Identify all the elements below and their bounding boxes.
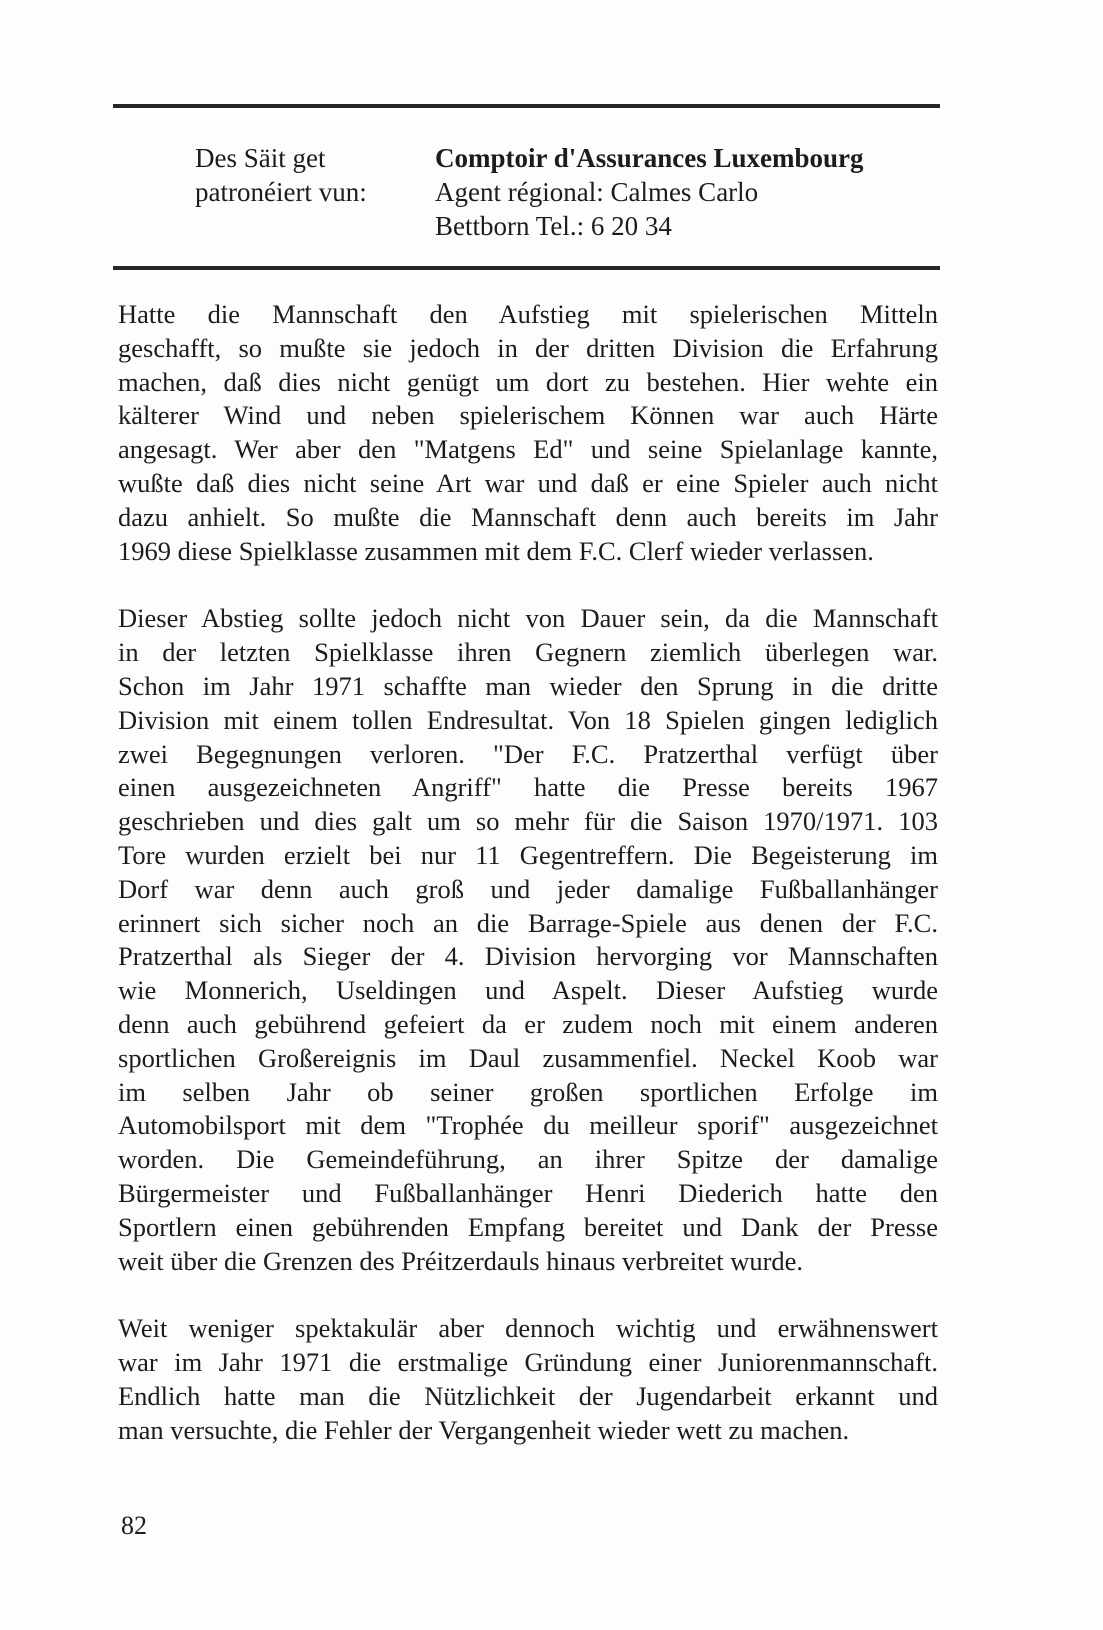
text-line: Dorf war denn auch groß und jeder damalige Fußballanhänger	[118, 873, 938, 904]
text-line: Sportlern einen gebührenden Empfang bereitet und Dank der Presse	[118, 1211, 938, 1242]
text-line: einen ausgezeichneten Angriff" hatte die Presse bereits 1967	[118, 772, 938, 803]
paragraph	[118, 602, 938, 1278]
paragraph	[118, 1312, 938, 1447]
text-line: Dieser Abstieg sollte jedoch nicht von Dauer sein, da die Mannschaft	[118, 603, 938, 634]
text-line: Endlich hatte man die Nützlichkeit der Jugendarbeit erkannt und	[118, 1380, 938, 1411]
text-line: 1969 diese Spielklasse zusammen mit dem F.C. Clerf wieder verlassen.	[118, 535, 874, 566]
text-line: wußte daß dies nicht seine Art war und daß er eine Spieler auch nicht	[118, 467, 938, 498]
text-line: in der letzten Spielklasse ihren Gegnern ziemlich überlegen war.	[118, 637, 938, 668]
text-line: Automobilsport mit dem "Trophée du meilleur sporif" ausgezeichnet	[118, 1110, 938, 1141]
sponsor-label-line: patronéiert vun:	[195, 177, 367, 207]
text-line: weit über die Grenzen des Préitzerdauls hinaus verbreitet wurde.	[118, 1245, 804, 1276]
text-line: Bürgermeister und Fußballanhänger Henri Diederich hatte den	[118, 1177, 938, 1208]
text-line: im selben Jahr ob seiner großen sportlichen Erfolge im	[118, 1076, 938, 1107]
text-line: dazu anhielt. So mußte die Mannschaft denn auch bereits im Jahr	[118, 501, 938, 532]
text-line: denn auch gebührend gefeiert da er zudem noch mit einem anderen	[118, 1008, 938, 1039]
text-line: machen, daß dies nicht genügt um dort zu bestehen. Hier wehte ein	[118, 366, 938, 397]
text-line: war im Jahr 1971 die erstmalige Gründung einer Juniorenmannschaft.	[118, 1347, 938, 1378]
text-line: kälterer Wind und neben spielerischem Können war auch Härte	[118, 400, 938, 431]
text-line: erinnert sich sicher noch an die Barrage-Spiele aus denen der F.C.	[118, 907, 938, 938]
text-line: Hatte die Mannschaft den Aufstieg mit spielerischen Mitteln	[118, 299, 938, 329]
text-line: man versuchte, die Fehler der Vergangenheit wieder wett zu machen.	[118, 1414, 850, 1445]
bottom-divider	[113, 266, 940, 270]
text-line: geschrieben und dies galt um so mehr für die Saison 1970/1971. 103	[118, 806, 938, 837]
text-line: geschafft, so mußte sie jedoch in der dritten Division die Erfahrung	[118, 332, 938, 363]
sponsor-label	[195, 141, 435, 243]
top-divider	[113, 104, 940, 108]
paragraph	[118, 298, 938, 568]
sponsor-contact: Bettborn Tel.: 6 20 34	[435, 211, 672, 241]
text-line: Weit weniger spektakulär aber dennoch wichtig und erwähnenswert	[118, 1313, 938, 1344]
text-line: wie Monnerich, Useldingen und Aspelt. Dieser Aufstieg wurde	[118, 975, 938, 1006]
text-line: Schon im Jahr 1971 schaffte man wieder den Sprung in die dritte	[118, 670, 938, 701]
sponsor-agent: Agent régional: Calmes Carlo	[435, 177, 759, 207]
text-line: Pratzerthal als Sieger der 4. Division hervorging vor Mannschaften	[118, 941, 938, 972]
article-body	[118, 298, 938, 1482]
sponsor-box	[195, 141, 955, 243]
text-line: zwei Begegnungen verloren. "Der F.C. Pratzerthal verfügt über	[118, 738, 938, 769]
sponsor-name: Comptoir d'Assurances Luxembourg	[435, 143, 864, 173]
sponsor-label-line: Des Säit get	[195, 143, 326, 173]
text-line: Division mit einem tollen Endresultat. Von 18 Spielen gingen lediglich	[118, 704, 938, 735]
text-line: Tore wurden erzielt bei nur 11 Gegentreffern. Die Begeisterung im	[118, 839, 938, 870]
sponsor-info	[435, 141, 864, 243]
text-line: worden. Die Gemeindeführung, an ihrer Spitze der damalige	[118, 1144, 938, 1175]
text-line: angesagt. Wer aber den "Matgens Ed" und seine Spielanlage kannte,	[118, 434, 938, 465]
text-line: sportlichen Großereignis im Daul zusammenfiel. Neckel Koob war	[118, 1042, 938, 1073]
page-number: 82	[121, 1511, 147, 1540]
